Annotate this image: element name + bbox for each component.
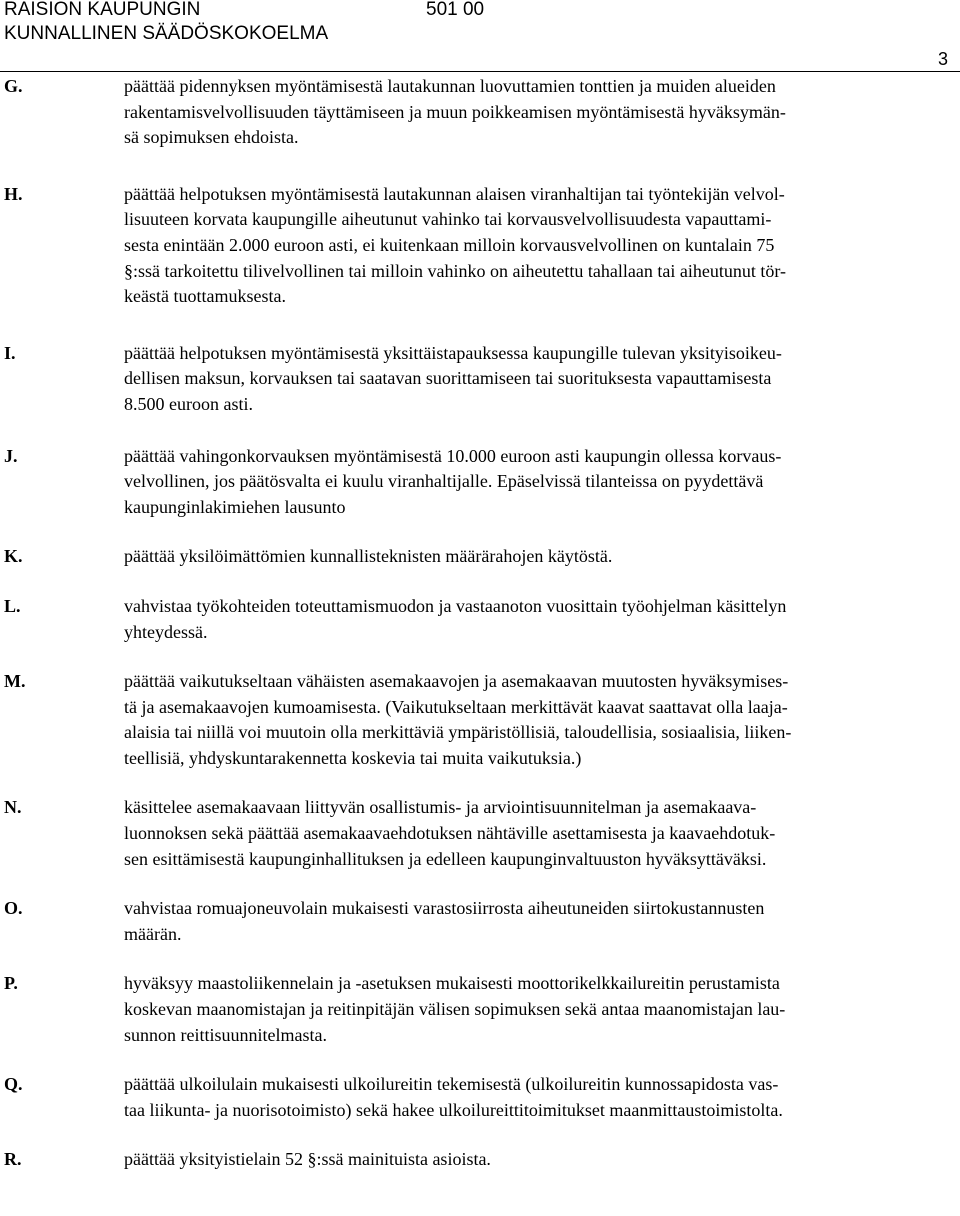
header-city-name: RAISION KAUPUNGIN — [4, 0, 201, 20]
item-letter: R. — [4, 1149, 22, 1170]
item-text: päättää helpotuksen myöntämisestä lautakunnan alaisen viranhaltijan tai työntekijän velvol- lisuuteen korvata kaupungille aiheutunut vahinko tai korvausvelvollisuudesta vapauttami- sesta enintään 2.000 euroon asti, ei kuitenkaan milloin korvausvelvollinen on kuntalain 75 §:ssä tarkoitettu tilivelvollinen tai milloin vahinko on aiheutettu tahallaan tai aiheutunut tör- keästä tuottamuksesta. — [124, 183, 786, 307]
item-letter: N. — [4, 797, 22, 818]
list-item-i — [0, 341, 960, 418]
list-item-m — [0, 669, 960, 771]
list-item-g — [0, 74, 960, 151]
item-letter: Q. — [4, 1074, 23, 1095]
item-text: käsittelee asemakaavaan liittyvän osallistumis- ja arviointisuunnitelman ja asemakaava- luonnoksen sekä päättää asemakaavaehdotuksen nähtäville asettamisesta ja kaavaehdotuk- sen esittämisestä kaupunginhallituksen ja edelleen kaupunginvaltuuston hyväksyttäväksi. — [124, 797, 776, 869]
item-letter: I. — [4, 342, 16, 363]
item-letter: H. — [4, 183, 23, 204]
item-text: päättää ulkoilulain mukaisesti ulkoilureitin tekemisestä (ulkoilureitin kunnossapidosta vas- taa liikunta- ja nuorisotoimisto) sekä hakee ulkoilureittitoimitukset maanmittaustoimistolta. — [124, 1074, 783, 1120]
item-text: päättää helpotuksen myöntämisestä yksittäistapauksessa kaupungille tulevan yksityisoikeu- dellisen maksun, korvauksen tai saatavan suorittamiseen tai suorituksesta vapauttamisesta 8.500 euroon asti. — [124, 342, 782, 414]
item-letter: G. — [4, 76, 23, 96]
item-letter: O. — [4, 898, 23, 919]
header-municipality — [4, 0, 328, 46]
item-text: päättää pidennyksen myöntämisestä lautakunnan luovuttamien tonttien ja muiden alueiden rakentamisvelvollisuuden täyttämiseen ja muun poikkeamisen myöntämisestä hyväksymän- sä sopimuksen ehdoista. — [124, 76, 786, 148]
item-text: vahvistaa työkohteiden toteuttamismuodon ja vastaanoton vuosittain työohjelman käsittelyn yhteydessä. — [124, 595, 787, 642]
item-letter: P. — [4, 973, 18, 994]
item-letter: M. — [4, 671, 26, 692]
list-item-k — [0, 544, 960, 570]
item-text: päättää vahingonkorvauksen myöntämisestä 10.000 euroon asti kaupungin ollessa korvaus- velvollinen, jos päätösvalta ei kuulu viranhaltijalle. Epäselvissä tilanteissa on pyydettävä kaupunginlakimiehen lausunto — [124, 445, 782, 517]
list-item-o — [0, 896, 960, 947]
item-letter: J. — [4, 445, 18, 466]
item-text: päättää yksilöimättömien kunnallisteknisten määrärahojen käytöstä. — [124, 546, 613, 567]
page-number: 3 — [937, 49, 948, 69]
header-collection-name: KUNNALLINEN SÄÄDÖSKOKOELMA — [4, 23, 329, 44]
item-letter: L. — [4, 595, 21, 616]
list-item-r — [0, 1147, 960, 1173]
decision-list — [0, 74, 960, 1173]
header-document-code: 501 00 — [426, 0, 485, 20]
item-text: hyväksyy maastoliikennelain ja -asetuksen mukaisesti moottorikelkkailureitin perustamista koskevan maanomistajan ja reitinpitäjän välisen sopimuksen sekä antaa maanomistajan lau- sunnon reittisuunnitelmasta. — [124, 973, 786, 1045]
list-item-j — [0, 444, 960, 521]
list-item-n — [0, 795, 960, 872]
list-item-l — [0, 594, 960, 645]
document-header — [0, 0, 960, 72]
list-item-q — [0, 1072, 960, 1123]
item-text: päättää yksityistielain 52 §:ssä mainituista asioista. — [124, 1149, 491, 1170]
list-item-p — [0, 971, 960, 1048]
item-letter: K. — [4, 546, 23, 567]
item-text: päättää vaikutukseltaan vähäisten asemakaavojen ja asemakaavan muutosten hyväksymises- tä ja asemakaavojen kumoamisesta. (Vaikutukseltaan merkittävät kaavat saattavat olla laaja- alaisia tai niillä voi muutoin olla merkittäviä ympäristöllisiä, taloudellisia, sosiaalisia, liiken- teellisiä, yhdyskuntarakennetta koskevia tai muita vaikutuksia.) — [124, 671, 792, 768]
list-item-h — [0, 182, 960, 310]
item-text: vahvistaa romuajoneuvolain mukaisesti varastosiirrosta aiheutuneiden siirtokustannusten määrän. — [124, 898, 765, 944]
